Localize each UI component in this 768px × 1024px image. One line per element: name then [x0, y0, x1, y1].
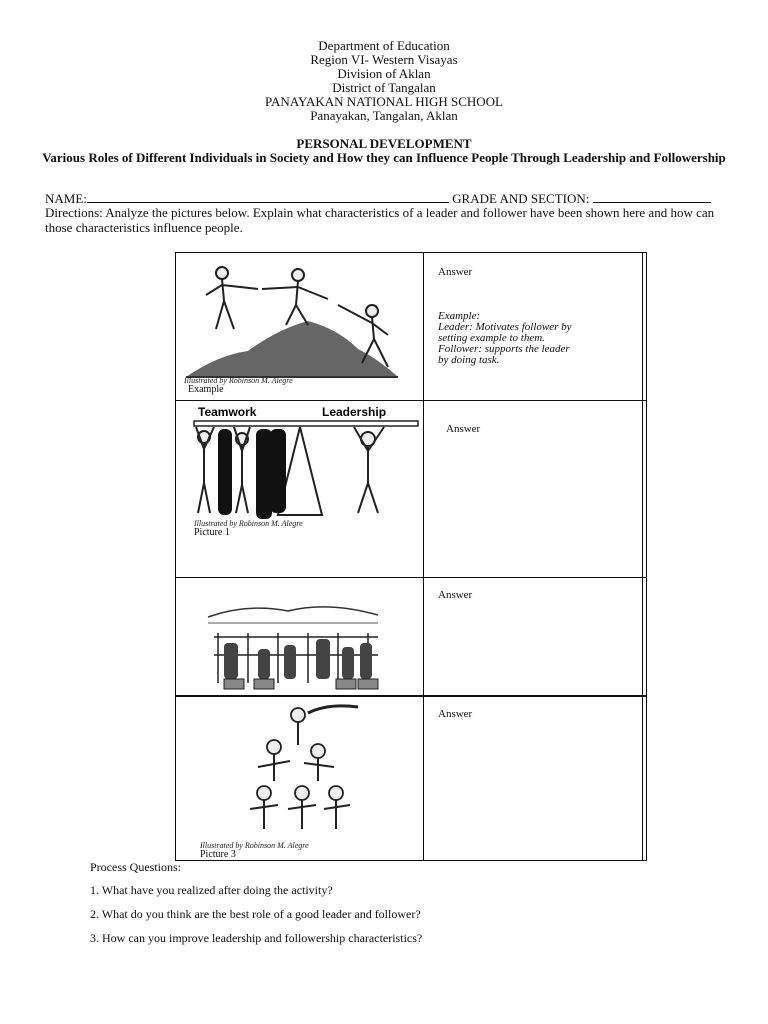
activity-table	[175, 252, 647, 861]
header-line: Division of Aklan	[337, 66, 431, 81]
table-edge	[642, 253, 643, 860]
process-questions-heading: Process Questions:	[90, 860, 181, 874]
header-line: Panayakan, Tangalan, Aklan	[310, 108, 458, 123]
row-divider	[176, 400, 646, 401]
answer-label: Answer	[438, 589, 473, 601]
process-question: 3. How can you improve leadership and followership characteristics?	[90, 931, 423, 945]
header-line: PANAYAKAN NATIONAL HIGH SCHOOL	[265, 94, 503, 109]
header-line: District of Tangalan	[332, 80, 436, 95]
answer-label: Answer	[438, 266, 473, 278]
process-question: 2. What do you think are the best role of a good leader and follower?	[90, 907, 421, 921]
grade-label: GRADE AND SECTION:	[452, 191, 590, 206]
answer-label: Answer	[446, 423, 481, 435]
fence-viewing-illustration	[178, 593, 422, 693]
topic-title: Various Roles of Different Individuals in Society and How they can Influence People Through Leadership and Followership	[42, 150, 726, 165]
example-line: Leader: Motivates follower by	[438, 321, 572, 333]
picture-caption: Picture 3	[200, 849, 236, 860]
name-field[interactable]	[87, 191, 449, 203]
answer-label: Answer	[438, 708, 473, 720]
illustrator-credit: Illustrated by Robinson M. Alegre	[200, 841, 309, 850]
picture-2	[178, 593, 422, 693]
picture-3	[178, 701, 422, 841]
row-divider	[176, 695, 646, 697]
school-header	[0, 39, 768, 123]
picture-caption: Picture 1	[194, 527, 230, 538]
example-line: Example:	[438, 310, 481, 322]
example-line: by doing task.	[438, 354, 500, 366]
row-divider	[176, 577, 646, 578]
banner-teamwork: Teamwork	[198, 405, 257, 419]
illustrator-credit: Illustrated by Robinson M. Alegre	[184, 376, 293, 385]
subject-title: PERSONAL DEVELOPMENT	[296, 136, 472, 151]
banner-leadership: Leadership	[322, 405, 387, 419]
example-answer	[438, 311, 572, 366]
example-line: setting example to them.	[438, 332, 545, 344]
picture-caption: Example	[188, 384, 224, 395]
header-line: Department of Education	[318, 38, 450, 53]
directions: Directions: Analyze the pictures below. Explain what characteristics of a leader and follower have been shown here and how can those characteristics influence people.	[45, 205, 715, 235]
grade-field[interactable]	[593, 191, 711, 203]
human-pyramid-illustration	[178, 701, 422, 841]
illustrator-credit: Illustrated by Robinson M. Alegre	[194, 519, 303, 528]
process-question: 1. What have you realized after doing the activity?	[90, 883, 333, 897]
example-line: Follower: supports the leader	[438, 343, 570, 355]
column-divider	[423, 253, 424, 860]
name-label: NAME:	[45, 191, 87, 206]
header-line: Region VI- Western Visayas	[310, 52, 458, 67]
